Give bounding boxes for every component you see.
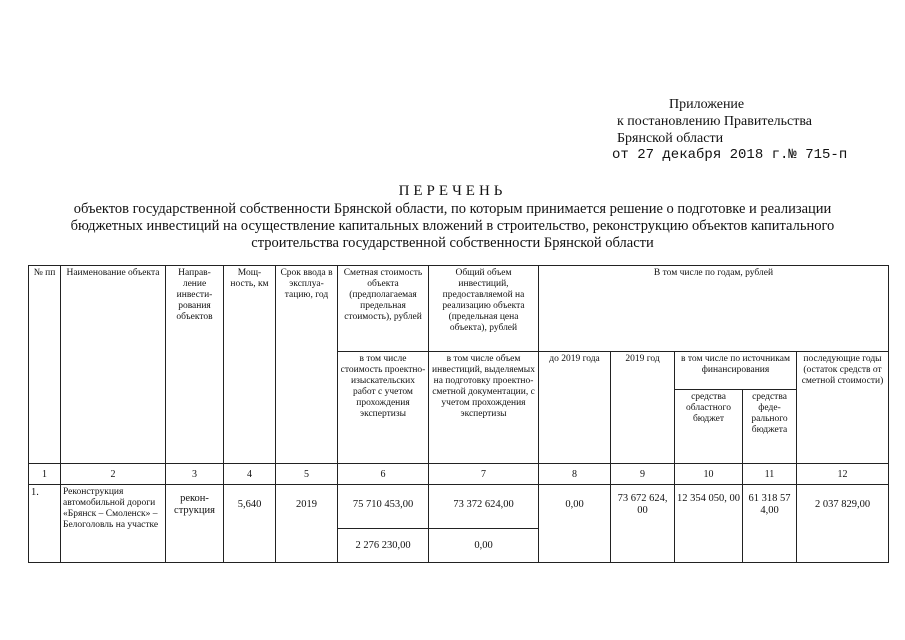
- title-heading: ПЕРЕЧЕНЬ: [398, 183, 507, 199]
- header-total-volume: Общий объем инвестиций, предоставляемой на реализацию объекта (предельная цена объекта), рублей: [429, 266, 539, 352]
- col-num: 7: [429, 464, 539, 485]
- col-num: 4: [224, 464, 276, 485]
- appendix-line-4: от 27 декабря 2018 г.№ 715-п: [612, 147, 848, 163]
- header-by-years: В том числе по годам, рублей: [539, 266, 889, 352]
- header-name: Наименование объекта: [61, 266, 166, 464]
- header-federal-budget: средства феде-рального бюджета: [743, 390, 797, 464]
- header-regional-budget: средства областного бюджет: [675, 390, 743, 464]
- header-no: № пп: [29, 266, 61, 464]
- header-before-2019: до 2019 года: [539, 352, 611, 464]
- col-num: 12: [797, 464, 889, 485]
- table-row: [29, 485, 889, 529]
- row-design-volume: 0,00: [429, 529, 539, 563]
- col-num: 9: [611, 464, 675, 485]
- row-before-2019: 0,00: [539, 485, 611, 563]
- row-direction: рекон-струкция: [166, 485, 224, 563]
- col-num: 8: [539, 464, 611, 485]
- col-num: 11: [743, 464, 797, 485]
- row-no: 1.: [29, 485, 61, 563]
- header-design-cost: в том числе стоимость проектно-изыскательских работ с учетом прохождения экспертизы: [338, 352, 429, 464]
- header-design-volume: в том числе объем инвестиций, выделяемых на подготовку проектно-сметной документации, с учетом прохождения экспертизы: [429, 352, 539, 464]
- investment-table: [28, 265, 889, 563]
- row-year-2019: 73 672 624, 00: [611, 485, 675, 563]
- row-estimated-cost: 75 710 453,00: [338, 485, 429, 529]
- header-later-years: последующие годы (остаток средств от сметной стоимости): [797, 352, 889, 464]
- document-title: [20, 183, 885, 252]
- row-name: Реконструкция автомобильной дороги «Брянск – Смоленск» – Белоголовль на участке: [61, 485, 166, 563]
- title-line-2: бюджетных инвестиций на осуществление капитальных вложений в строительство, реконструкцию объектов капитального: [70, 218, 835, 234]
- col-num: 3: [166, 464, 224, 485]
- header-capacity: Мощ-ность, км: [224, 266, 276, 464]
- appendix-line-1: Приложение: [669, 97, 745, 112]
- row-total-volume: 73 372 624,00: [429, 485, 539, 529]
- row-design-cost: 2 276 230,00: [338, 529, 429, 563]
- col-num: 2: [61, 464, 166, 485]
- header-direction: Направ-ление инвести-рования объектов: [166, 266, 224, 464]
- column-number-row: [29, 464, 889, 485]
- col-num: 6: [338, 464, 429, 485]
- col-num: 1: [29, 464, 61, 485]
- appendix-line-2: к постановлению Правительства: [617, 114, 813, 129]
- header-estimated-cost: Сметная стоимость объекта (предполагаемая предельная стоимость), рублей: [338, 266, 429, 352]
- appendix-block: [612, 96, 902, 164]
- col-num: 5: [276, 464, 338, 485]
- header-term: Срок ввода в эксплуа-тацию, год: [276, 266, 338, 464]
- row-later-years: 2 037 829,00: [797, 485, 889, 563]
- header-row-1: [29, 266, 889, 352]
- header-year-2019: 2019 год: [611, 352, 675, 464]
- header-by-sources: в том числе по источникам финансирования: [675, 352, 797, 390]
- appendix-line-3: Брянской области: [617, 131, 724, 146]
- row-regional-budget: 12 354 050, 00: [675, 485, 743, 563]
- row-term: 2019: [276, 485, 338, 563]
- row-federal-budget: 61 318 57 4,00: [743, 485, 797, 563]
- row-capacity: 5,640: [224, 485, 276, 563]
- title-line-3: строительства государственной собственности Брянской области: [251, 235, 654, 251]
- title-line-1: объектов государственной собственности Брянской области, по которым принимается решение о подготовке и реализации: [73, 201, 832, 217]
- col-num: 10: [675, 464, 743, 485]
